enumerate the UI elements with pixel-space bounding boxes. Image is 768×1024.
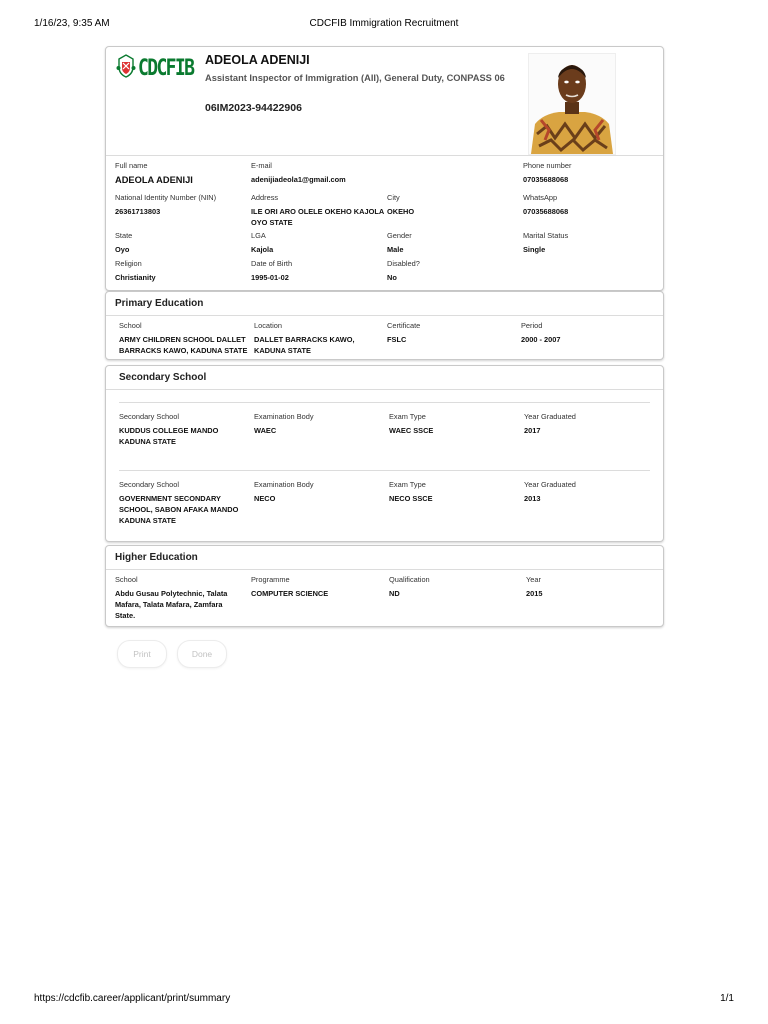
disabled-label: Disabled? (387, 259, 420, 268)
exam-body-label: Examination Body (254, 480, 314, 489)
primary-location-value: DALLET BARRACKS KAWO, KADUNA STATE (254, 335, 355, 355)
cdcfib-logo (116, 54, 200, 80)
primary-education-title: Primary Education (115, 298, 204, 309)
nin-label: National Identity Number (NIN) (115, 193, 217, 202)
done-button[interactable]: Done (177, 640, 227, 668)
address-value: ILE ORI ARO OLELE OKEHO KAJOLA OYO STATE (251, 207, 384, 227)
address-label: Address (251, 193, 279, 202)
primary-school-label: School (119, 321, 142, 330)
full-name-value: ADEOLA ADENIJI (115, 175, 193, 185)
programme-value: COMPUTER SCIENCE (251, 589, 329, 598)
programme-label: Programme (251, 575, 290, 584)
year-graduated-value: 2013 (524, 494, 541, 503)
exam-type-value: NECO SSCE (389, 494, 433, 503)
higher-education-card (105, 545, 664, 627)
year-graduated-value: 2017 (524, 426, 541, 435)
higher-school-value: Abdu Gusau Polytechnic, Talata Mafara, Talata Mafara, Zamfara State. (115, 589, 228, 620)
print-title: CDCFIB Immigration Recruitment (309, 18, 459, 29)
page-url: https://cdcfib.career/applicant/print/summary (34, 993, 231, 1004)
higher-school-label: School (115, 575, 138, 584)
marital-status-value: Single (523, 245, 546, 254)
year-value: 2015 (526, 589, 543, 598)
lga-value: Kajola (251, 245, 274, 254)
religion-label: Religion (115, 259, 142, 268)
exam-body-value: NECO (254, 494, 276, 503)
state-value: Oyo (115, 245, 130, 254)
marital-status-label: Marital Status (523, 231, 569, 240)
exam-type-label: Exam Type (389, 412, 426, 421)
exam-body-value: WAEC (254, 426, 277, 435)
lga-label: LGA (251, 231, 266, 240)
primary-location-label: Location (254, 321, 282, 330)
divider (106, 569, 663, 570)
print-button[interactable]: Print (117, 640, 167, 668)
application-id: 06IM2023-94422906 (205, 102, 302, 114)
secondary-school-value: GOVERNMENT SECONDARY SCHOOL, SABON AFAKA MANDO KADUNA STATE (119, 494, 239, 525)
dob-label: Date of Birth (251, 259, 293, 268)
print-date: 1/16/23, 9:35 AM (34, 18, 110, 29)
coat-of-arms-icon (116, 54, 136, 78)
exam-type-label: Exam Type (389, 480, 426, 489)
exam-type-value: WAEC SSCE (389, 426, 434, 435)
higher-education-title: Higher Education (115, 552, 198, 563)
religion-value: Christianity (115, 273, 156, 282)
full-name-label: Full name (115, 161, 148, 170)
secondary-school-value: KUDDUS COLLEGE MANDO KADUNA STATE (119, 426, 219, 446)
divider (106, 155, 663, 156)
whatsapp-value: 07035688068 (523, 207, 569, 216)
primary-period-value: 2000 - 2007 (521, 335, 561, 344)
city-value: OKEHO (387, 207, 415, 216)
applicant-photo (528, 53, 616, 155)
primary-certificate-value: FSLC (387, 335, 407, 344)
primary-school-value: ARMY CHILDREN SCHOOL DALLET BARRACKS KAWO, KADUNA STATE (119, 335, 248, 355)
phone-label: Phone number (523, 161, 572, 170)
divider (119, 402, 650, 403)
year-label: Year (526, 575, 541, 584)
email-label: E-mail (251, 161, 272, 170)
divider (106, 315, 663, 316)
qualification-value: ND (389, 589, 400, 598)
secondary-school-label: Secondary School (119, 412, 179, 421)
divider (119, 470, 650, 471)
print-header (34, 18, 734, 32)
nin-value: 26361713803 (115, 207, 161, 216)
phone-value: 07035688068 (523, 175, 569, 184)
primary-education-card (105, 291, 664, 360)
secondary-school-card (105, 365, 664, 542)
qualification-label: Qualification (389, 575, 430, 584)
secondary-school-title: Secondary School (119, 372, 207, 383)
city-label: City (387, 193, 400, 202)
dob-value: 1995-01-02 (251, 273, 289, 282)
primary-period-label: Period (521, 321, 543, 330)
applicant-name-heading: ADEOLA ADENIJI (205, 53, 310, 67)
whatsapp-label: WhatsApp (523, 193, 558, 202)
email-value: adenijiadeola1@gmail.com (251, 175, 346, 184)
year-graduated-label: Year Graduated (524, 480, 576, 489)
gender-value: Male (387, 245, 404, 254)
year-graduated-label: Year Graduated (524, 412, 576, 421)
position-title: Assistant Inspector of Immigration (AII), General Duty, CONPASS 06 (205, 73, 505, 83)
page-number: 1/1 (720, 993, 734, 1004)
secondary-school-label: Secondary School (119, 480, 179, 489)
profile-card (105, 46, 664, 291)
state-label: State (115, 231, 133, 240)
primary-certificate-label: Certificate (387, 321, 421, 330)
brand-text: CDCFIB (138, 56, 194, 81)
divider (106, 389, 663, 390)
exam-body-label: Examination Body (254, 412, 314, 421)
gender-label: Gender (387, 231, 412, 240)
disabled-value: No (387, 273, 397, 282)
